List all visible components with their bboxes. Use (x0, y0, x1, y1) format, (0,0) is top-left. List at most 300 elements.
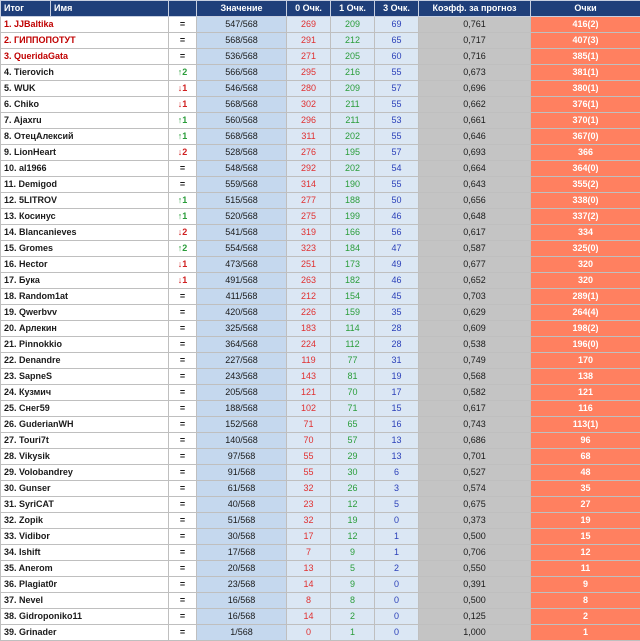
one-point-cell: 154 (331, 289, 375, 305)
zero-points-cell: 314 (287, 177, 331, 193)
three-points-cell: 0 (375, 625, 419, 641)
one-point-cell: 209 (331, 17, 375, 33)
player-name: 12. 5LITROV (1, 193, 169, 209)
table-row[interactable] (1, 337, 640, 353)
one-point-cell: 70 (331, 385, 375, 401)
table-row[interactable] (1, 481, 640, 497)
zero-points-cell: 277 (287, 193, 331, 209)
coefficient-cell: 0,675 (419, 497, 531, 513)
header-zero-points[interactable]: 0 Очк. (287, 1, 331, 17)
points-cell: 264(4) (531, 305, 640, 321)
coefficient-cell: 0,373 (419, 513, 531, 529)
rank-trend: = (169, 401, 197, 417)
points-cell: 380(1) (531, 81, 640, 97)
player-name: 24. Кузмич (1, 385, 169, 401)
value-cell: 547/568 (197, 17, 287, 33)
points-cell: 337(2) (531, 209, 640, 225)
one-point-cell: 209 (331, 81, 375, 97)
coefficient-cell: 0,673 (419, 65, 531, 81)
rank-trend: ↓1 (169, 81, 197, 97)
zero-points-cell: 14 (287, 577, 331, 593)
zero-points-cell: 224 (287, 337, 331, 353)
player-name: 5. WUK (1, 81, 169, 97)
rank-trend: = (169, 17, 197, 33)
rank-trend: = (169, 481, 197, 497)
points-cell: 113(1) (531, 417, 640, 433)
points-cell: 1 (531, 625, 640, 641)
coefficient-cell: 0,500 (419, 529, 531, 545)
table-row[interactable] (1, 625, 640, 641)
three-points-cell: 55 (375, 97, 419, 113)
player-name: 22. Denandre (1, 353, 169, 369)
table-row[interactable] (1, 65, 640, 81)
table-row[interactable] (1, 209, 640, 225)
zero-points-cell: 55 (287, 465, 331, 481)
header-rank[interactable]: Итог (1, 1, 51, 17)
one-point-cell: 212 (331, 33, 375, 49)
player-name: 39. Grinader (1, 625, 169, 641)
table-row[interactable] (1, 609, 640, 625)
rank-trend: = (169, 625, 197, 641)
points-cell: 367(0) (531, 129, 640, 145)
coefficient-cell: 0,656 (419, 193, 531, 209)
table-row[interactable] (1, 433, 640, 449)
table-row[interactable] (1, 113, 640, 129)
three-points-cell: 3 (375, 481, 419, 497)
coefficient-cell: 0,617 (419, 225, 531, 241)
player-name: 15. Gromes (1, 241, 169, 257)
player-name: 6. Chiko (1, 97, 169, 113)
coefficient-cell: 0,662 (419, 97, 531, 113)
value-cell: 411/568 (197, 289, 287, 305)
header-name[interactable]: Имя (51, 1, 169, 17)
table-row[interactable] (1, 545, 640, 561)
value-cell: 205/568 (197, 385, 287, 401)
player-name: 29. Volobandrey (1, 465, 169, 481)
points-cell: 8 (531, 593, 640, 609)
table-row[interactable] (1, 97, 640, 113)
zero-points-cell: 269 (287, 17, 331, 33)
three-points-cell: 53 (375, 113, 419, 129)
points-cell: 416(2) (531, 17, 640, 33)
one-point-cell: 112 (331, 337, 375, 353)
three-points-cell: 57 (375, 145, 419, 161)
coefficient-cell: 1,000 (419, 625, 531, 641)
player-name: 18. Random1at (1, 289, 169, 305)
coefficient-cell: 0,617 (419, 401, 531, 417)
three-points-cell: 55 (375, 177, 419, 193)
one-point-cell: 1 (331, 625, 375, 641)
coefficient-cell: 0,609 (419, 321, 531, 337)
one-point-cell: 211 (331, 97, 375, 113)
table-row[interactable] (1, 577, 640, 593)
value-cell: 515/568 (197, 193, 287, 209)
table-row[interactable] (1, 241, 640, 257)
table-row[interactable] (1, 305, 640, 321)
coefficient-cell: 0,527 (419, 465, 531, 481)
rank-trend: = (169, 353, 197, 369)
points-cell: 325(0) (531, 241, 640, 257)
coefficient-cell: 0,652 (419, 273, 531, 289)
table-row[interactable] (1, 177, 640, 193)
one-point-cell: 5 (331, 561, 375, 577)
coefficient-cell: 0,568 (419, 369, 531, 385)
points-cell: 381(1) (531, 65, 640, 81)
table-row[interactable] (1, 513, 640, 529)
table-row[interactable] (1, 81, 640, 97)
coefficient-cell: 0,587 (419, 241, 531, 257)
coefficient-cell: 0,582 (419, 385, 531, 401)
rank-trend: = (169, 433, 197, 449)
rank-trend: = (169, 49, 197, 65)
rank-trend: = (169, 289, 197, 305)
coefficient-cell: 0,686 (419, 433, 531, 449)
three-points-cell: 69 (375, 17, 419, 33)
three-points-cell: 0 (375, 513, 419, 529)
coefficient-cell: 0,696 (419, 81, 531, 97)
rank-trend: = (169, 593, 197, 609)
value-cell: 568/568 (197, 129, 287, 145)
one-point-cell: 195 (331, 145, 375, 161)
rank-trend: ↑2 (169, 241, 197, 257)
table-row[interactable] (1, 17, 640, 33)
zero-points-cell: 13 (287, 561, 331, 577)
rank-trend: = (169, 321, 197, 337)
zero-points-cell: 7 (287, 545, 331, 561)
coefficient-cell: 0,717 (419, 33, 531, 49)
header-trend[interactable] (169, 1, 197, 17)
table-row[interactable] (1, 321, 640, 337)
one-point-cell: 26 (331, 481, 375, 497)
coefficient-cell: 0,749 (419, 353, 531, 369)
value-cell: 40/568 (197, 497, 287, 513)
value-cell: 227/568 (197, 353, 287, 369)
coefficient-cell: 0,125 (419, 609, 531, 625)
table-row[interactable] (1, 401, 640, 417)
value-cell: 16/568 (197, 609, 287, 625)
one-point-cell: 12 (331, 529, 375, 545)
table-row[interactable] (1, 465, 640, 481)
value-cell: 51/568 (197, 513, 287, 529)
header-points[interactable]: Очки (531, 1, 640, 17)
player-name: 20. Арлекин (1, 321, 169, 337)
zero-points-cell: 311 (287, 129, 331, 145)
rank-trend: = (169, 561, 197, 577)
points-cell: 370(1) (531, 113, 640, 129)
player-name: 1. JJBaltika (1, 17, 169, 33)
one-point-cell: 159 (331, 305, 375, 321)
one-point-cell: 166 (331, 225, 375, 241)
value-cell: 152/568 (197, 417, 287, 433)
points-cell: 48 (531, 465, 640, 481)
value-cell: 30/568 (197, 529, 287, 545)
rank-trend: = (169, 513, 197, 529)
value-cell: 1/568 (197, 625, 287, 641)
value-cell: 61/568 (197, 481, 287, 497)
zero-points-cell: 292 (287, 161, 331, 177)
value-cell: 140/568 (197, 433, 287, 449)
table-body (1, 17, 640, 641)
table-row[interactable] (1, 289, 640, 305)
table-row[interactable] (1, 593, 640, 609)
zero-points-cell: 0 (287, 625, 331, 641)
player-name: 25. Снег59 (1, 401, 169, 417)
one-point-cell: 202 (331, 129, 375, 145)
zero-points-cell: 119 (287, 353, 331, 369)
player-name: 35. Anerom (1, 561, 169, 577)
coefficient-cell: 0,643 (419, 177, 531, 193)
three-points-cell: 0 (375, 609, 419, 625)
one-point-cell: 173 (331, 257, 375, 273)
coefficient-cell: 0,677 (419, 257, 531, 273)
player-name: 33. Vidibor (1, 529, 169, 545)
value-cell: 420/568 (197, 305, 287, 321)
player-name: 16. Hector (1, 257, 169, 273)
one-point-cell: 190 (331, 177, 375, 193)
zero-points-cell: 251 (287, 257, 331, 273)
rank-trend: = (169, 497, 197, 513)
three-points-cell: 0 (375, 593, 419, 609)
table-row[interactable] (1, 145, 640, 161)
one-point-cell: 184 (331, 241, 375, 257)
table-row[interactable] (1, 257, 640, 273)
table-row[interactable] (1, 33, 640, 49)
zero-points-cell: 183 (287, 321, 331, 337)
player-name: 17. Бука (1, 273, 169, 289)
one-point-cell: 2 (331, 609, 375, 625)
value-cell: 364/568 (197, 337, 287, 353)
zero-points-cell: 143 (287, 369, 331, 385)
player-name: 9. LionHeart (1, 145, 169, 161)
value-cell: 188/568 (197, 401, 287, 417)
three-points-cell: 65 (375, 33, 419, 49)
three-points-cell: 46 (375, 273, 419, 289)
points-cell: 2 (531, 609, 640, 625)
zero-points-cell: 302 (287, 97, 331, 113)
points-cell: 196(0) (531, 337, 640, 353)
zero-points-cell: 23 (287, 497, 331, 513)
three-points-cell: 1 (375, 545, 419, 561)
one-point-cell: 71 (331, 401, 375, 417)
coefficient-cell: 0,743 (419, 417, 531, 433)
points-cell: 68 (531, 449, 640, 465)
player-name: 11. Demigod (1, 177, 169, 193)
table-row[interactable] (1, 273, 640, 289)
rank-trend: ↓1 (169, 97, 197, 113)
three-points-cell: 57 (375, 81, 419, 97)
coefficient-cell: 0,701 (419, 449, 531, 465)
one-point-cell: 182 (331, 273, 375, 289)
points-cell: 376(1) (531, 97, 640, 113)
three-points-cell: 45 (375, 289, 419, 305)
player-name: 30. Gunser (1, 481, 169, 497)
points-cell: 11 (531, 561, 640, 577)
player-name: 7. Ajaxru (1, 113, 169, 129)
player-name: 38. Gidroponiko11 (1, 609, 169, 625)
three-points-cell: 50 (375, 193, 419, 209)
coefficient-cell: 0,646 (419, 129, 531, 145)
zero-points-cell: 263 (287, 273, 331, 289)
zero-points-cell: 32 (287, 481, 331, 497)
coefficient-cell: 0,761 (419, 17, 531, 33)
one-point-cell: 114 (331, 321, 375, 337)
one-point-cell: 202 (331, 161, 375, 177)
points-cell: 170 (531, 353, 640, 369)
zero-points-cell: 102 (287, 401, 331, 417)
rank-trend: = (169, 177, 197, 193)
zero-points-cell: 275 (287, 209, 331, 225)
zero-points-cell: 296 (287, 113, 331, 129)
one-point-cell: 199 (331, 209, 375, 225)
table-row[interactable] (1, 369, 640, 385)
value-cell: 546/568 (197, 81, 287, 97)
table-row[interactable] (1, 561, 640, 577)
zero-points-cell: 121 (287, 385, 331, 401)
coefficient-cell: 0,648 (419, 209, 531, 225)
value-cell: 91/568 (197, 465, 287, 481)
zero-points-cell: 212 (287, 289, 331, 305)
table-row[interactable] (1, 161, 640, 177)
one-point-cell: 205 (331, 49, 375, 65)
points-cell: 121 (531, 385, 640, 401)
value-cell: 528/568 (197, 145, 287, 161)
one-point-cell: 65 (331, 417, 375, 433)
player-name: 37. Nevel (1, 593, 169, 609)
three-points-cell: 6 (375, 465, 419, 481)
table-row[interactable] (1, 417, 640, 433)
table-row[interactable] (1, 497, 640, 513)
zero-points-cell: 323 (287, 241, 331, 257)
value-cell: 560/568 (197, 113, 287, 129)
rank-trend: = (169, 545, 197, 561)
coefficient-cell: 0,661 (419, 113, 531, 129)
value-cell: 325/568 (197, 321, 287, 337)
one-point-cell: 9 (331, 577, 375, 593)
player-name: 4. Tierovich (1, 65, 169, 81)
three-points-cell: 28 (375, 337, 419, 353)
table-row[interactable] (1, 49, 640, 65)
player-name: 31. SyriCAT (1, 497, 169, 513)
player-name: 2. ГИППОПОТУТ (1, 33, 169, 49)
rank-trend: ↑1 (169, 193, 197, 209)
rank-trend: ↑1 (169, 113, 197, 129)
zero-points-cell: 295 (287, 65, 331, 81)
three-points-cell: 55 (375, 65, 419, 81)
header-value[interactable]: Значение (197, 1, 287, 17)
one-point-cell: 57 (331, 433, 375, 449)
one-point-cell: 9 (331, 545, 375, 561)
three-points-cell: 49 (375, 257, 419, 273)
rank-trend: ↓2 (169, 145, 197, 161)
zero-points-cell: 70 (287, 433, 331, 449)
value-cell: 491/568 (197, 273, 287, 289)
header-coefficient[interactable]: Коэфф. за прогноз (419, 1, 531, 17)
rank-trend: ↓1 (169, 257, 197, 273)
zero-points-cell: 271 (287, 49, 331, 65)
one-point-cell: 81 (331, 369, 375, 385)
three-points-cell: 46 (375, 209, 419, 225)
points-cell: 338(0) (531, 193, 640, 209)
points-cell: 407(3) (531, 33, 640, 49)
player-name: 27. Touri7t (1, 433, 169, 449)
three-points-cell: 47 (375, 241, 419, 257)
zero-points-cell: 71 (287, 417, 331, 433)
points-cell: 355(2) (531, 177, 640, 193)
three-points-cell: 28 (375, 321, 419, 337)
three-points-cell: 13 (375, 449, 419, 465)
one-point-cell: 188 (331, 193, 375, 209)
table-row[interactable] (1, 225, 640, 241)
rank-trend: = (169, 529, 197, 545)
value-cell: 17/568 (197, 545, 287, 561)
player-name: 10. al1966 (1, 161, 169, 177)
value-cell: 97/568 (197, 449, 287, 465)
value-cell: 541/568 (197, 225, 287, 241)
header-one-point[interactable]: 1 Очк. (331, 1, 375, 17)
three-points-cell: 54 (375, 161, 419, 177)
zero-points-cell: 280 (287, 81, 331, 97)
value-cell: 554/568 (197, 241, 287, 257)
zero-points-cell: 291 (287, 33, 331, 49)
points-cell: 334 (531, 225, 640, 241)
table-row[interactable] (1, 449, 640, 465)
zero-points-cell: 32 (287, 513, 331, 529)
value-cell: 566/568 (197, 65, 287, 81)
three-points-cell: 55 (375, 129, 419, 145)
rank-trend: ↓1 (169, 273, 197, 289)
table-row[interactable] (1, 385, 640, 401)
header-three-points[interactable]: 3 Очк. (375, 1, 419, 17)
rank-trend: = (169, 161, 197, 177)
player-name: 8. ОтецАлексий (1, 129, 169, 145)
three-points-cell: 17 (375, 385, 419, 401)
rank-trend: ↓2 (169, 225, 197, 241)
three-points-cell: 2 (375, 561, 419, 577)
rank-trend: = (169, 577, 197, 593)
zero-points-cell: 8 (287, 593, 331, 609)
points-cell: 96 (531, 433, 640, 449)
rank-trend: ↑1 (169, 209, 197, 225)
player-name: 19. Qwerbvv (1, 305, 169, 321)
coefficient-cell: 0,716 (419, 49, 531, 65)
zero-points-cell: 55 (287, 449, 331, 465)
points-cell: 320 (531, 257, 640, 273)
three-points-cell: 1 (375, 529, 419, 545)
table-row[interactable] (1, 353, 640, 369)
value-cell: 20/568 (197, 561, 287, 577)
player-name: 13. Косинус (1, 209, 169, 225)
rank-trend: = (169, 465, 197, 481)
three-points-cell: 5 (375, 497, 419, 513)
one-point-cell: 8 (331, 593, 375, 609)
points-cell: 35 (531, 481, 640, 497)
three-points-cell: 56 (375, 225, 419, 241)
zero-points-cell: 319 (287, 225, 331, 241)
one-point-cell: 29 (331, 449, 375, 465)
points-cell: 12 (531, 545, 640, 561)
table-row[interactable] (1, 129, 640, 145)
table-row[interactable] (1, 529, 640, 545)
points-cell: 198(2) (531, 321, 640, 337)
one-point-cell: 19 (331, 513, 375, 529)
rank-trend: = (169, 609, 197, 625)
one-point-cell: 12 (331, 497, 375, 513)
coefficient-cell: 0,574 (419, 481, 531, 497)
three-points-cell: 13 (375, 433, 419, 449)
coefficient-cell: 0,693 (419, 145, 531, 161)
table-row[interactable] (1, 193, 640, 209)
player-name: 28. Vikysik (1, 449, 169, 465)
